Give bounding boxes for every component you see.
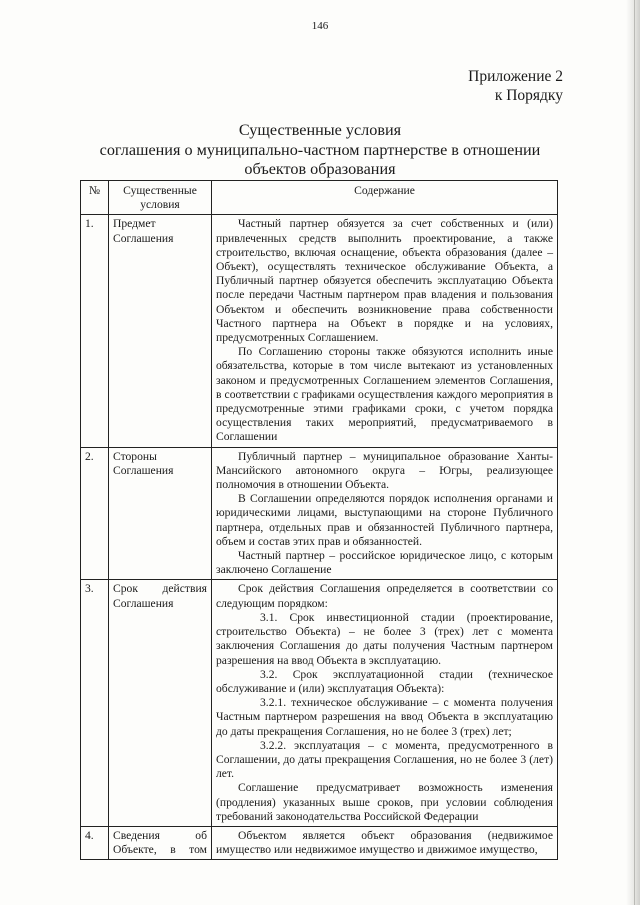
condition-name: Стороны Соглашения [109,447,212,580]
document-title-line: соглашения о муниципально-частном партнерстве в отношении [99,140,541,159]
page-number: 146 [311,20,329,32]
content-paragraph: По Соглашению стороны также обязуются исполнить иные обязательства, которые в том числе вытекают из установленных законом и предусмотренных Соглашением элементов Соглашения, в соответствии с графиками осуществления каждого мероприятия в предусмотренные этими графиками сроки, с учетом порядка осуществления таких мероприятий, предусматриваемого в Соглашении [216,345,553,444]
content-paragraph: Срок действия Соглашения определяется в соответствии со следующим порядком: [216,582,553,610]
table-header-row [81,181,558,215]
content-paragraph: В Соглашении определяются порядок исполнения органами и юридическими лицами, выступающими на стороне Публичного партнера, отдельных прав и обязанностей Публичного партнера, объем и состав этих прав и обязанностей. [216,492,553,548]
condition-content [212,447,558,580]
document-title-line: объектов образования [244,160,396,178]
content-paragraph: 3.2. Срок эксплуатационной стадии (техническое обслуживание и (или) эксплуатация Объекта): [216,667,553,695]
appendix-line: Приложение 2 [468,68,563,85]
table-row [81,826,558,859]
condition-content [212,826,558,859]
appendix-reference: к Порядку [494,87,563,104]
condition-name: Предмет Соглашения [109,215,212,447]
header-conditions: Существенные условия [109,181,212,215]
table-row [81,580,558,826]
content-paragraph: 3.1. Срок инвестиционной стадии (проектирование, строительство Объекта) – не более 3 (трех) лет с момента заключения Соглашения до даты получения Частным партнером разрешения на ввод Объекта в эксплуатацию. [216,610,553,667]
content-paragraph: Соглашение предусматривает возможность изменения (продления) указанных выше сроков, при условии соблюдения требований законодательства Российской Федерации [216,781,553,823]
document-title-line: Существенные условия [238,121,402,139]
content-paragraph: Объектом является объект образования (недвижимое имущество или недвижимое имущество и движимое имущество, [216,828,553,857]
conditions-table [80,180,558,860]
row-number: 2. [81,447,109,580]
appendix-heading [468,67,563,105]
header-content: Содержание [212,181,558,215]
content-paragraph: Частный партнер – российское юридическое лицо, с которым заключено Соглашение [216,549,553,577]
condition-name: Срок действия Соглашения [109,580,212,826]
content-paragraph: 3.2.1. техническое обслуживание – с момента получения Частным партнером разрешения на ввод Объекта в эксплуатацию до даты прекращения Соглашения, но не более 3 (трех) лет; [216,696,553,738]
content-paragraph: Частный партнер обязуется за счет собственных и (или) привлеченных средств выполнить проектирование, а также строительство, включая оснащение, объекта образования (далее – Объект), осуществлять техническое обслуживание Объекта, а Публичный партнер обязуется обеспечить эксплуатацию Объекта после передачи Частным партнером прав владения и пользования Объектом и обеспечить возникновение права собственности Частного партнера на Объект в порядке и на условиях, предусмотренных Соглашением. [216,217,553,345]
condition-content [212,215,558,447]
condition-name: Сведения об Объекте, в том [109,826,212,859]
row-number: 1. [81,215,109,447]
content-paragraph: Публичный партнер – муниципальное образование Ханты-Мансийского автономного округа – Югры, реализующее полномочия в отношении Объекта. [216,449,553,492]
header-number: № [81,181,109,215]
document-title [0,121,640,180]
row-number: 3. [81,580,109,826]
content-paragraph: 3.2.2. эксплуатация – с момента, предусмотренного в Соглашении, до даты прекращения Соглашения, но не более 3 (лет) лет. [216,738,553,781]
condition-content [212,580,558,826]
table-row [81,215,558,447]
row-number: 4. [81,826,109,859]
table-row [81,447,558,580]
